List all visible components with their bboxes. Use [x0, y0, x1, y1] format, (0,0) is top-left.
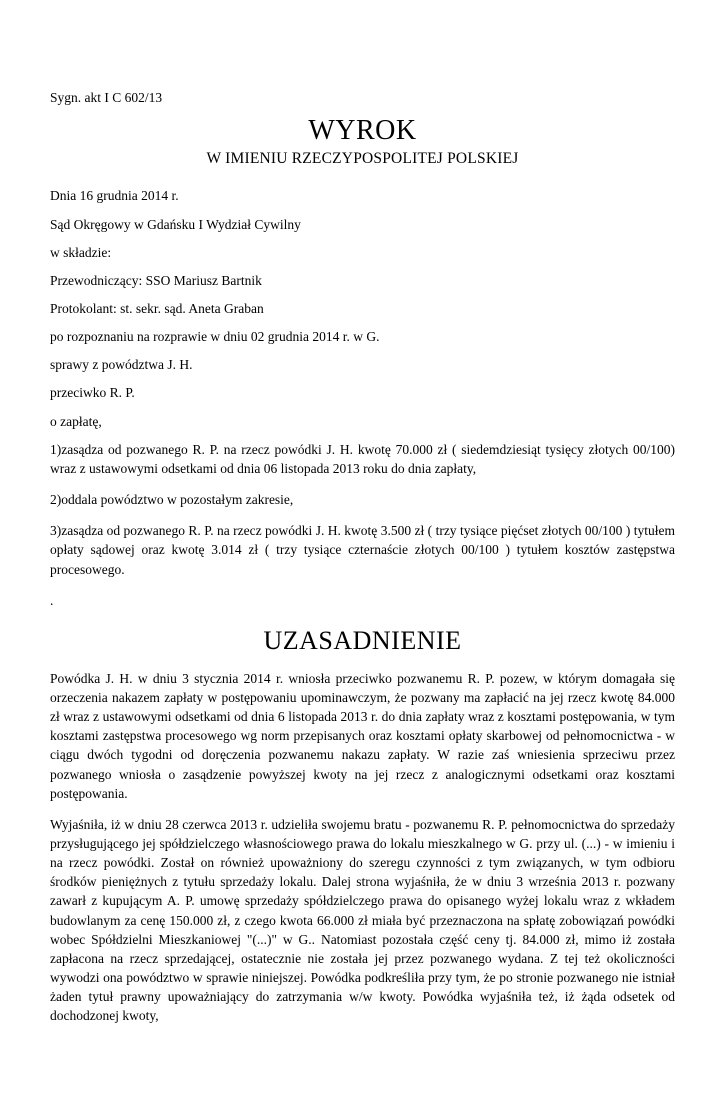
claimant-line: sprawy z powództwa J. H.: [50, 357, 193, 373]
judgment-date-line: Dnia 16 grudnia 2014 r.: [50, 188, 179, 204]
document-title: WYROK: [308, 115, 417, 147]
justification-paragraph-1: Powódka J. H. w dniu 3 stycznia 2014 r. wniosła przeciwko pozwanemu R. P. pozew, w którym domagała się orzeczenia nakazem zapłaty w postępowaniu upominawczym, że pozwany ma zapłacić na jej rzecz kwotę 84.000 zł wraz z ustawowymi odsetkami od dnia 6 listopada 2013 r. do dnia zapłaty wraz z kosztami postępowania, w tym kosztami zastępstwa procesowego wg norm przepisanych oraz kosztami opłaty skarbowej od pełnomocnictwa - w ciągu dwóch tygodni od doręczenia pozwanemu nakazu zapłaty. W razie zaś wniesienia sprzeciwu przez pozwanego wniosła o zasądzenie powyższej kwoty na jej rzecz z analogicznymi odsetkami oraz kosztami postępowania.: [50, 670, 675, 801]
court-clerk-line: Protokolant: st. sekr. sąd. Aneta Graban: [50, 300, 264, 316]
justification-section-title: UZASADNIENIE: [263, 625, 462, 655]
case-subject-line: o zapłatę,: [50, 413, 102, 429]
ruling-point-3: 3)zasądza od pozwanego R. P. na rzecz powódki J. H. kwotę 3.500 zł ( trzy tysiące pięćset złotych 00/100 ) tytułem opłaty sądowej oraz kwotę 3.014 zł ( trzy tysiące czternaście złotych 00/100 ) tytułem kosztów zastępstwa procesowego.: [50, 523, 675, 577]
panel-composition-line: w składzie:: [50, 244, 112, 260]
ruling-point-1: 1)zasądza od pozwanego R. P. na rzecz powódki J. H. kwotę 70.000 zł ( siedemdziesiąt tysięcy złotych 00/100) wraz z ustawowymi odsetkami od dnia 06 listopada 2013 roku do dnia zapłaty,: [50, 441, 675, 476]
case-number: Sygn. akt I C 602/13: [50, 90, 163, 105]
justification-paragraph-2: Wyjaśniła, iż w dniu 28 czerwca 2013 r. udzieliła swojemu bratu - pozwanemu R. P. pełnomocnictwa do sprzedaży przysługującego jej spółdzielczego własnościowego prawa do lokalu mieszkalnego w G. przy ul. (...) - w imieniu i na rzecz powódki. Został on również upoważniony do szeregu czynności z tym związanych, w tym odbioru środków pieniężnych z tytułu sprzedaży lokalu. Dalej strona wyjaśniła, że w dniu 3 września 2013 r. pozwany zawarł z kupującym A. P. umowę sprzedaży spółdzielczego prawa do opisanego wyżej lokalu wraz z wkładem budowlanym za cenę 150.000 zł, z czego kwota 66.000 zł miała być przeznaczona na spłatę zobowiązań powódki wobec Spółdzielni Mieszkaniowej "(...)" w G.. Natomiast pozostała część ceny tj. 84.000 zł, mimo iż została zapłacona na rzecz sprzedającej, ostatecznie nie została jej przez pozwanego wydana. Z tej też okoliczności wywodzi ona powództwo w sprawie niniejszej. Powódka podkreśliła przy tym, że po stronie pozwanego nie istniał żaden tytuł prawny upoważniający do zatrzymania w/w kwoty. Powódka wyjaśniła też, iż żąda odsetek od dochodzonej kwoty,: [50, 816, 675, 1024]
presiding-judge-line: Przewodniczący: SSO Mariusz Bartnik: [50, 272, 262, 288]
ruling-point-2: 2)oddala powództwo w pozostałym zakresie,: [50, 492, 294, 508]
hearing-date-line: po rozpoznaniu na rozprawie w dniu 02 grudnia 2014 r. w G.: [50, 329, 380, 345]
defendant-line: przeciwko R. P.: [50, 385, 135, 401]
court-name-line: Sąd Okręgowy w Gdańsku I Wydział Cywilny: [50, 216, 301, 232]
ruling-closing-period: .: [50, 592, 54, 608]
document-subtitle: W IMIENIU RZECZYPOSPOLITEJ POLSKIEJ: [206, 150, 519, 168]
